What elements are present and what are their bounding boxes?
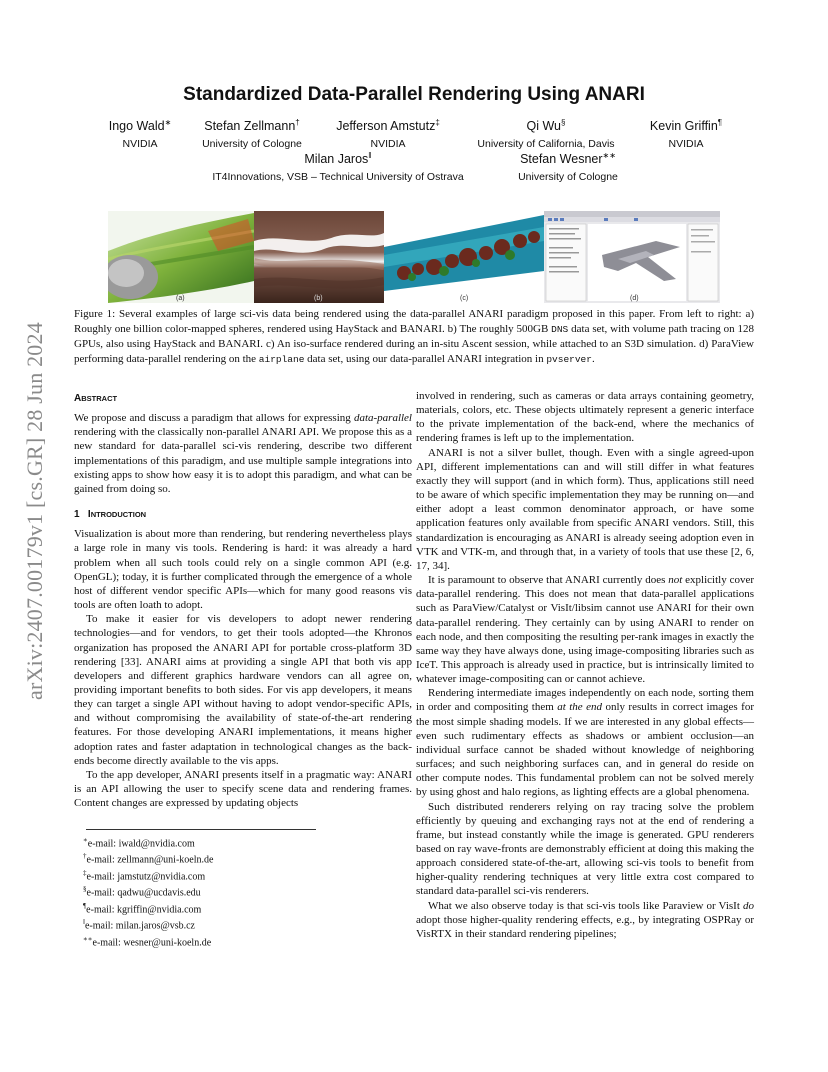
paragraph-text: It is paramount to observe that ANARI currently does — [428, 574, 669, 587]
caption-text: Figure 1: Several examples of large sci-vis data being rendered using the data-parallel ANARI paradigm proposed in this paper. From left to right: a) Roughly one billion color-mapped spheres, rendered using HayStack and BANARI. b) The roughly 500GB — [74, 308, 754, 335]
caption-text: . — [591, 353, 595, 365]
caption-text: data set, with volume path tracing on 128 GPUs, also using HayStack and BANARI. c) An iso-surface rendered during an in-situ Ascent session, while attached to an S3D simulation. d) ParaView performing data-parallel rendering on the — [74, 323, 754, 365]
paragraph-text: Rendering intermediate images independently on each node, sorting them in order and compositing them — [416, 687, 754, 714]
author-mark: ∗ — [164, 118, 172, 127]
author-block-griffin — [640, 118, 732, 150]
right-column — [416, 389, 754, 941]
arxiv-stamp-text: arXiv:2407.00179v1 [cs.GR] 28 Jun 2024 — [22, 322, 47, 700]
abstract-text: rendering with the classically non-parallel ANARI API. We propose this as a new standard for data-parallel sci-vis rendering, describe two different implementations of this paradigm, and use multiple sample integrations into existing apps to show how easy it is to adopt this paradigm, and what can be gained from doing so. — [74, 426, 412, 495]
right-paragraph-5: Such distributed renderers relying on ray tracing solve the problem efficiently by queuing and exchanging rays not at the end of rendering a frame, but instead constantly while the image is generated. GPU renderers based on ray wave-fronts are demonstrably efficient at doing this making the approach considered state-of-the-art, allowing sci-vis tools to benefit from higher-quality rendering techniques at very little extra cost compared to standard data-parallel sci-vis renderers. — [416, 800, 754, 898]
author-name: Jefferson Amstutz — [336, 119, 436, 134]
heading-initial: I — [87, 509, 91, 521]
author-affiliation: University of Cologne — [202, 138, 302, 151]
caption-code-airplane: airplane — [258, 354, 305, 365]
paragraph-emphasis: at the end — [557, 701, 602, 714]
isosurface-render-image — [384, 211, 544, 303]
figure-panel-isosurface — [384, 211, 544, 303]
paragraph-text: only results in correct images for the most simple shading models. If we are interested in any global effects—even such rudimentary effects as shadows or ambient occlusion—an individual surface cannot be shaded without knowledge of neighboring surfaces; and such neighboring surfaces can, and in general do reside on other compute nodes. This fundamental problem can not be solved merely by using ghost and halo regions, as lighting effects are a global phenomena. — [416, 701, 754, 799]
spheres-render-image — [108, 211, 254, 303]
author-mark: ‡ — [435, 118, 440, 127]
figure-caption — [74, 307, 754, 367]
footnote-item: †e-mail: zellmann@uni-koeln.de — [83, 852, 214, 866]
figure-panel-paraview — [544, 211, 720, 303]
author-mark: ¶ — [717, 118, 723, 127]
footnote-item: ∗∗e-mail: wesner@uni-koeln.de — [83, 934, 212, 948]
teaser-figure — [108, 211, 720, 303]
author-name: Ingo Wald — [108, 119, 165, 134]
footnotes — [83, 834, 213, 949]
author-affiliation: University of Cologne — [518, 171, 618, 184]
paper-title: Standardized Data-Parallel Rendering Using ANARI — [183, 84, 645, 105]
abstract-heading — [74, 392, 412, 406]
paragraph-emphasis: not — [668, 574, 683, 587]
dns-volume-render-image — [254, 211, 384, 303]
author-mark: † — [295, 118, 300, 127]
caption-code-pvserver: pvserver — [546, 354, 592, 365]
paragraph-text: explicitly cover data-parallel rendering. This does not mean that data-parallel applications such as ParaView/Catalyst or VisIt/libsim cannot use ANARI for their own data-parallel rendering. They certainly can by using ANARI to render on each node, and then compositing the resulting per-rank images in exactly the same way they have always done, using image-compositing libraries such as IceT. This approach is already used in practice, but is intrinsically limited to whatever image-compositing can or cannot achieve. — [416, 574, 754, 686]
author-affiliation: IT4Innovations, VSB – Technical University of Ostrava — [212, 171, 464, 184]
caption-code-dns: DNS — [551, 324, 569, 335]
author-name: Stefan Zellmann — [204, 119, 296, 134]
panel-label: (b) — [314, 295, 323, 302]
footnote-divider — [86, 829, 316, 830]
footnote-item: ‖e-mail: milan.jaros@vsb.cz — [83, 918, 195, 932]
paragraph-text: What we also observe today is that sci-vis tools like Paraview or VisIt — [428, 899, 743, 912]
paragraph-text: adopt those higher-quality rendering effects, e.g., by integrating OSPRay or VisRTX in their standard rendering pipelines; — [416, 913, 754, 940]
panel-label: (d) — [630, 295, 639, 302]
author-affiliation: NVIDIA — [668, 138, 704, 151]
footnote-item: ‡e-mail: jamstutz@nvidia.com — [83, 868, 206, 883]
intro-paragraph-2: To make it easier for vis developers to adopt newer rendering technologies—and for vendors, to get their tools adopted—the Khronos organization has proposed the ANARI API for portable cross-platform 3D rendering [33]. ANARI aims at providing a single API that both vis app developers and different graphics hardware vendors can all agree on, providing important benefits to both sides. For vis app developers, it means they can target a single API without having to adopt vendor-specific APIs, and without compromising the availability of state-of-the-art rendering features. For those developing ANARI implementations, it means higher adoption rates and faster adaptation in technological changes as the back-ends become directly available to the vis apps. — [74, 613, 412, 767]
intro-paragraph-1: Visualization is about more than rendering, but rendering nevertheless plays a large role in many vis tools. Rendering is hard: it was already a hard problem when all such tools could rely on a single common API (e.g. OpenGL); today, it is further complicated through the emergence of a whole host of different vendor specific APIs—which for many good reasons vis tools are often loath to adopt. — [74, 528, 412, 612]
abstract-text: We propose and discuss a paradigm that allows for expressing — [74, 412, 354, 425]
author-affiliation: University of California, Davis — [477, 138, 615, 151]
author-mark: ‖ — [368, 151, 372, 160]
footnote-item: §e-mail: qadwu@ucdavis.edu — [83, 885, 201, 899]
panel-label: (c) — [460, 295, 469, 302]
author-block-wesner — [502, 151, 634, 183]
author-block-wald — [96, 118, 184, 150]
figure-panel-spheres — [108, 211, 254, 303]
author-name: Qi Wu — [526, 119, 562, 134]
heading-initial: A — [74, 393, 82, 404]
author-name: Stefan Wesner — [520, 152, 603, 167]
section-number: 1 — [74, 509, 80, 521]
author-affiliation: NVIDIA — [370, 138, 406, 151]
author-block-zellmann — [192, 118, 312, 150]
right-paragraph-1: involved in rendering, such as cameras or data arrays containing geometry, materials, colors, etc. These objects ultimately represent a generic interface to the private implementation of the back-end, where the mechanics of rendering frames is left up to the implementation. — [416, 390, 754, 445]
right-paragraph-6 — [416, 899, 754, 941]
abstract-body — [74, 411, 412, 496]
right-paragraph-2: ANARI is not a silver bullet, though. Even with a single agreed-upon API, different implementations can and will still differ in what features exactly they will support (and in which form). Thus, applications still need to be aware of which specific implementation they may be running on—and either adopt a least common denominator approach, or have some application features only available from specific ANARI vendors. Still, this standardization is encouraging as ANARI is already seeing adoption even in VTK and VTK-m, and through that, in a variety of tools that use these [2, 6, 17, 34]. — [416, 446, 754, 572]
author-name: Milan Jaros — [304, 152, 369, 167]
author-block-wu — [468, 118, 624, 150]
intro-paragraph-3: To the app developer, ANARI presents itself in a pragmatic way: ANARI is an API allowing the user to specify scene data and rendering frames. Content changes are expressed by updating objects — [74, 768, 412, 810]
paraview-screenshot-image — [544, 211, 720, 303]
author-affiliation: NVIDIA — [122, 138, 158, 151]
paragraph-emphasis: do — [743, 899, 754, 912]
heading-rest: BSTRACT — [81, 394, 118, 403]
introduction-heading — [74, 508, 412, 522]
left-column — [74, 392, 412, 810]
panel-label: (a) — [176, 295, 185, 302]
caption-text: data set, using our data-parallel ANARI integration in — [304, 353, 547, 365]
figure-panel-dns-volume — [254, 211, 384, 303]
footnote-item: ∗e-mail: iwald@nvidia.com — [83, 836, 195, 850]
author-block-jaros — [192, 151, 484, 183]
author-name: Kevin Griffin — [649, 119, 718, 134]
author-block-amstutz — [326, 118, 450, 150]
heading-rest: NTRODUCTION — [90, 510, 147, 520]
right-paragraph-3 — [416, 573, 754, 686]
right-paragraph-4 — [416, 686, 754, 799]
author-mark: ∗∗ — [602, 151, 616, 160]
footnote-item: ¶e-mail: kgriffin@nvidia.com — [83, 901, 202, 916]
author-mark: § — [561, 118, 566, 127]
abstract-emphasis: data-parallel — [353, 412, 412, 425]
